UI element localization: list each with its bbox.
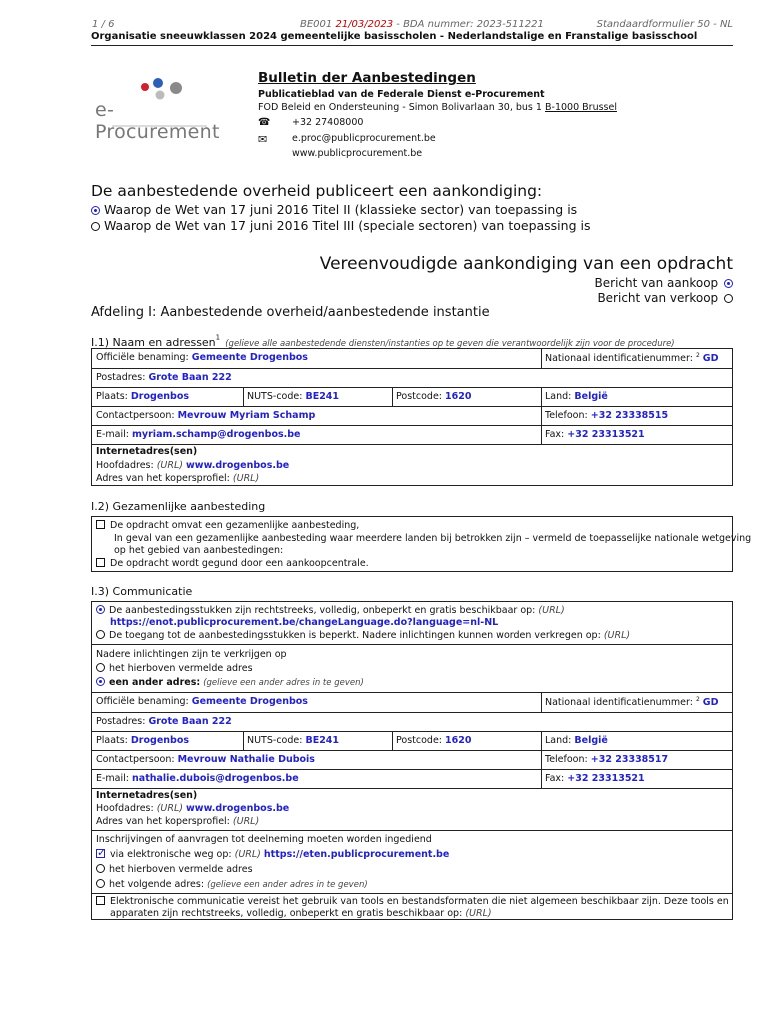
elec-comm-row-2 [110,908,492,919]
info-fax-value[interactable]: +32 23313521 [567,773,645,784]
submit-above-label: het hierboven vermelde adres [109,864,253,875]
info-national-id-cell [541,693,732,713]
checkbox-empty-icon[interactable] [96,520,105,529]
email-label: E-mail: [96,773,129,784]
phone-label: Telefoon: [545,754,588,765]
i1-note: (gelieve alle aanbestedende diensten/instanties op te geven die verantwoordelijk zijn voor de procedure) [225,339,675,349]
official-name-cell [92,349,541,369]
header-code: BE001 [300,19,333,30]
elec-comm-option[interactable] [96,896,729,907]
docs-url[interactable]: https://enot.publicprocurement.be/changeLanguage.do?language=nl-NL [110,617,499,628]
info-phone-value[interactable]: +32 23338517 [590,754,669,765]
info-fax-cell [541,770,732,789]
url-tag: (URL) [156,460,183,471]
divider [541,349,542,369]
radio-empty-icon[interactable] [96,864,105,873]
mail-icon: ✉ [258,133,268,146]
info-postcode-cell [392,732,541,751]
elec-comm-label: Elektronische communicatie vereist het gebruik van tools en bestandsformaten die niet algemeen beschikbaar zijn. Deze tools en [110,896,729,907]
i2-box [91,516,752,572]
buyer-profile-row [96,473,259,484]
joint-procurement-note: In geval van een gezamenlijke aanbesteding waar meerdere landen bij betrokken zijn – vermeld de toepasselijke nationale wetgeving [114,533,752,544]
radio-empty-icon[interactable] [91,222,100,231]
nuts-label: NUTS-code: [247,391,303,402]
notice-option-sell[interactable] [597,291,733,305]
joint-procurement-note-2: op het gebied van aanbestedingen: [114,545,284,556]
header-divider [91,45,733,46]
info-email-cell [92,770,541,789]
contact-value[interactable]: Mevrouw Myriam Schamp [177,410,316,421]
url-tag: (URL) [232,816,260,827]
info-phone-cell [541,751,732,770]
central-purchasing-label: De opdracht wordt gegund door een aankoopcentrale. [110,558,369,569]
header-form: Standaardformulier 50 - NL [596,19,733,30]
info-other-option[interactable] [96,677,364,688]
info-internet-label: Internetadres(sen) [96,790,198,801]
fax-label: Fax: [545,773,565,784]
postal-address-value[interactable]: Grote Baan 222 [148,372,232,383]
notice-option-buy[interactable] [595,276,733,290]
header-reference [300,19,544,30]
info-title: Nadere inlichtingen zijn te verkrijgen op [96,649,287,660]
postcode-label: Postcode: [396,391,442,402]
url-tag: (URL) [234,849,261,860]
national-id-footnote: 2 [695,696,700,703]
bulletin-web[interactable]: www.publicprocurement.be [292,148,423,159]
place-value[interactable]: Drogenbos [130,391,190,402]
info-main-address-row [96,803,289,814]
divider [392,388,393,407]
joint-procurement-label: De opdracht omvat een gezamenlijke aanbesteding, [110,520,360,531]
notice-option-buy-label: Bericht van aankoop [594,276,719,290]
i1-footnote: 1 [215,333,221,342]
contact-label: Contactpersoon: [96,754,175,765]
divider [541,426,542,445]
submit-other-label: het volgende adres: [109,879,205,890]
radio-selected-icon[interactable] [96,605,105,614]
header-bda: - BDA nummer: 2023-511221 [396,19,544,30]
intro-option-special-label: Waarop de Wet van 17 juni 2016 Titel III (speciale sectoren) van toepassing is [104,218,591,233]
i1-title: I.1) Naam en adressen [91,336,216,349]
url-tag: (URL) [156,803,183,814]
submit-other-note: (gelieve een ander adres in te geven) [207,880,368,890]
bulletin-title: Bulletin der Aanbestedingen [258,70,476,86]
joint-procurement-option[interactable] [96,520,359,531]
place-label: Plaats: [96,391,128,402]
submit-url[interactable]: https://eten.publicprocurement.be [263,849,450,860]
divider [541,693,542,713]
land-label: Land: [545,391,572,402]
submit-other-option[interactable] [96,879,368,890]
info-contact-value[interactable]: Mevrouw Nathalie Dubois [177,754,315,765]
docs-free-label: De aanbestedingsstukken zijn rechtstreeks, volledig, onbeperkt en gratis beschikbaar op: [109,605,536,616]
info-nuts-value[interactable]: BE241 [305,735,340,746]
elec-comm-label-2: apparaten zijn rechtstreeks, volledig, onbeperkt en gratis beschikbaar op: [110,908,463,919]
checkbox-checked-icon[interactable] [96,849,105,858]
divider [541,407,542,426]
official-name-value[interactable]: Gemeente Drogenbos [191,352,308,363]
divider [541,732,542,751]
phone-value[interactable]: +32 23338515 [590,410,669,421]
contact-cell [92,407,541,426]
i3-box [91,601,733,920]
divider [392,732,393,751]
radio-empty-icon[interactable] [96,663,105,672]
radio-empty-icon[interactable] [96,879,105,888]
e-procurement-logo [92,78,227,143]
email-label: E-mail: [96,429,129,440]
divider [243,732,244,751]
intro-option-classic-label: Waarop de Wet van 17 juni 2016 Titel II (klassieke sector) van toepassing is [104,202,578,217]
main-address-value[interactable]: www.drogenbos.be [186,460,290,471]
postcode-cell [392,388,541,407]
header-subject: Organisatie sneeuwklassen 2024 gemeentelijke basisscholen - Nederlandstalige en Franstalige basisschool [91,31,698,42]
divider [541,770,542,789]
official-name-label: Officiële benaming: [96,696,189,707]
info-postcode-value[interactable]: 1620 [445,735,472,746]
notice-option-sell-label: Bericht van verkoop [597,291,719,305]
info-postal-address-value[interactable]: Grote Baan 222 [148,716,232,727]
info-above-option[interactable] [96,663,253,674]
land-cell [541,388,732,407]
place-label: Plaats: [96,735,128,746]
info-other-note: (gelieve een ander adres in te geven) [203,678,364,688]
national-id-value[interactable]: GD [702,353,719,365]
main-address-row [96,460,289,471]
phone-cell [541,407,732,426]
postal-address-label: Postadres: [96,372,146,383]
bulletin-address: FOD Beleid en Ondersteuning - Simon Bolivarlaan 30, bus 1 [258,102,542,113]
radio-empty-icon[interactable] [724,294,733,303]
divider [92,830,732,831]
url-tag: (URL) [232,473,260,484]
radio-selected-icon[interactable] [96,677,105,686]
info-postal-address-cell [92,713,732,732]
radio-empty-icon[interactable] [96,630,105,639]
submit-electronic-option[interactable] [96,849,449,860]
notice-title: Vereenvoudigde aankondiging van een opdracht [319,254,733,274]
national-id-cell [541,349,732,369]
bulletin-phone: +32 27408000 [292,117,364,128]
info-email-value[interactable]: nathalie.dubois@drogenbos.be [132,773,299,784]
postcode-label: Postcode: [396,735,442,746]
divider [92,893,732,894]
info-above-label: het hierboven vermelde adres [109,663,253,674]
main-address-label: Hoofdadres: [96,460,154,471]
intro-option-special[interactable] [91,218,590,233]
checkbox-empty-icon[interactable] [96,896,105,905]
email-cell [92,426,541,445]
central-purchasing-option[interactable] [96,558,369,569]
i1-table [91,348,733,486]
fax-label: Fax: [545,429,565,440]
url-tag: (URL) [538,605,565,616]
phone-label: Telefoon: [545,410,588,421]
submit-above-option[interactable] [96,864,253,875]
info-other-label: een ander adres: [109,677,201,688]
intro-title: De aanbestedende overheid publiceert een aankondiging: [91,182,543,200]
postcode-value[interactable]: 1620 [445,391,472,402]
info-national-id-value[interactable]: GD [702,697,719,709]
url-tag: (URL) [465,908,492,919]
info-contact-cell [92,751,541,770]
divider [541,751,542,770]
info-place-value[interactable]: Drogenbos [130,735,190,746]
checkbox-empty-icon[interactable] [96,558,105,567]
national-id-footnote: 2 [695,352,700,359]
buyer-profile-label: Adres van het kopersprofiel: [96,816,230,827]
fax-cell [541,426,732,445]
submit-electronic-label: via elektronische weg op: [110,849,232,860]
header-date: 21/03/2023 [335,19,394,30]
land-label: Land: [545,735,572,746]
email-value[interactable]: myriam.schamp@drogenbos.be [132,429,301,440]
bulletin-subtitle: Publicatieblad van de Federale Dienst e-Procurement [258,89,545,100]
info-main-address-value[interactable]: www.drogenbos.be [186,803,290,814]
main-address-label: Hoofdadres: [96,803,154,814]
info-buyer-profile-row [96,816,259,827]
divider [243,388,244,407]
land-value[interactable]: België [574,391,608,402]
i3-title: I.3) Communicatie [91,585,193,598]
intro-option-classic[interactable] [91,202,577,217]
nuts-cell [243,388,392,407]
contact-label: Contactpersoon: [96,410,175,421]
submit-title: Inschrijvingen of aanvragen tot deelneming moeten worden ingediend [96,834,432,845]
radio-selected-icon[interactable] [724,279,733,288]
info-official-name-cell [92,693,541,713]
divider [541,388,542,407]
postal-address-label: Postadres: [96,716,146,727]
postal-address-cell [92,369,732,388]
divider [92,644,732,645]
bulletin-postal: B-1000 Brussel [545,102,617,113]
nuts-label: NUTS-code: [247,735,303,746]
docs-limited-label: De toegang tot de aanbestedingsstukken is beperkt. Nadere inlichtingen kunnen worden verkregen op: [109,630,601,641]
national-id-label: Nationaal identificatienummer: [545,697,693,709]
phone-icon: ☎ [258,117,271,128]
info-official-name-value[interactable]: Gemeente Drogenbos [191,696,308,707]
buyer-profile-label: Adres van het kopersprofiel: [96,473,230,484]
i2-title: I.2) Gezamenlijke aanbesteding [91,500,266,513]
radio-selected-icon[interactable] [91,206,100,215]
nuts-value[interactable]: BE241 [305,391,340,402]
info-land-value[interactable]: België [574,735,608,746]
official-name-label: Officiële benaming: [96,352,189,363]
page-number: 1 / 6 [92,19,115,30]
bulletin-email[interactable]: e.proc@publicprocurement.be [292,133,436,144]
place-cell [92,388,243,407]
info-nuts-cell [243,732,392,751]
logo-text: e-Procurement [95,99,220,143]
internet-label: Internetadres(sen) [96,446,198,457]
section-1-title: Afdeling I: Aanbestedende overheid/aanbestedende instantie [91,305,490,320]
info-land-cell [541,732,732,751]
info-place-cell [92,732,243,751]
docs-limited-option[interactable] [96,630,630,641]
docs-free-option[interactable] [96,605,565,616]
fax-value[interactable]: +32 23313521 [567,429,645,440]
url-tag: (URL) [603,630,631,641]
national-id-label: Nationaal identificatienummer: [545,353,693,365]
